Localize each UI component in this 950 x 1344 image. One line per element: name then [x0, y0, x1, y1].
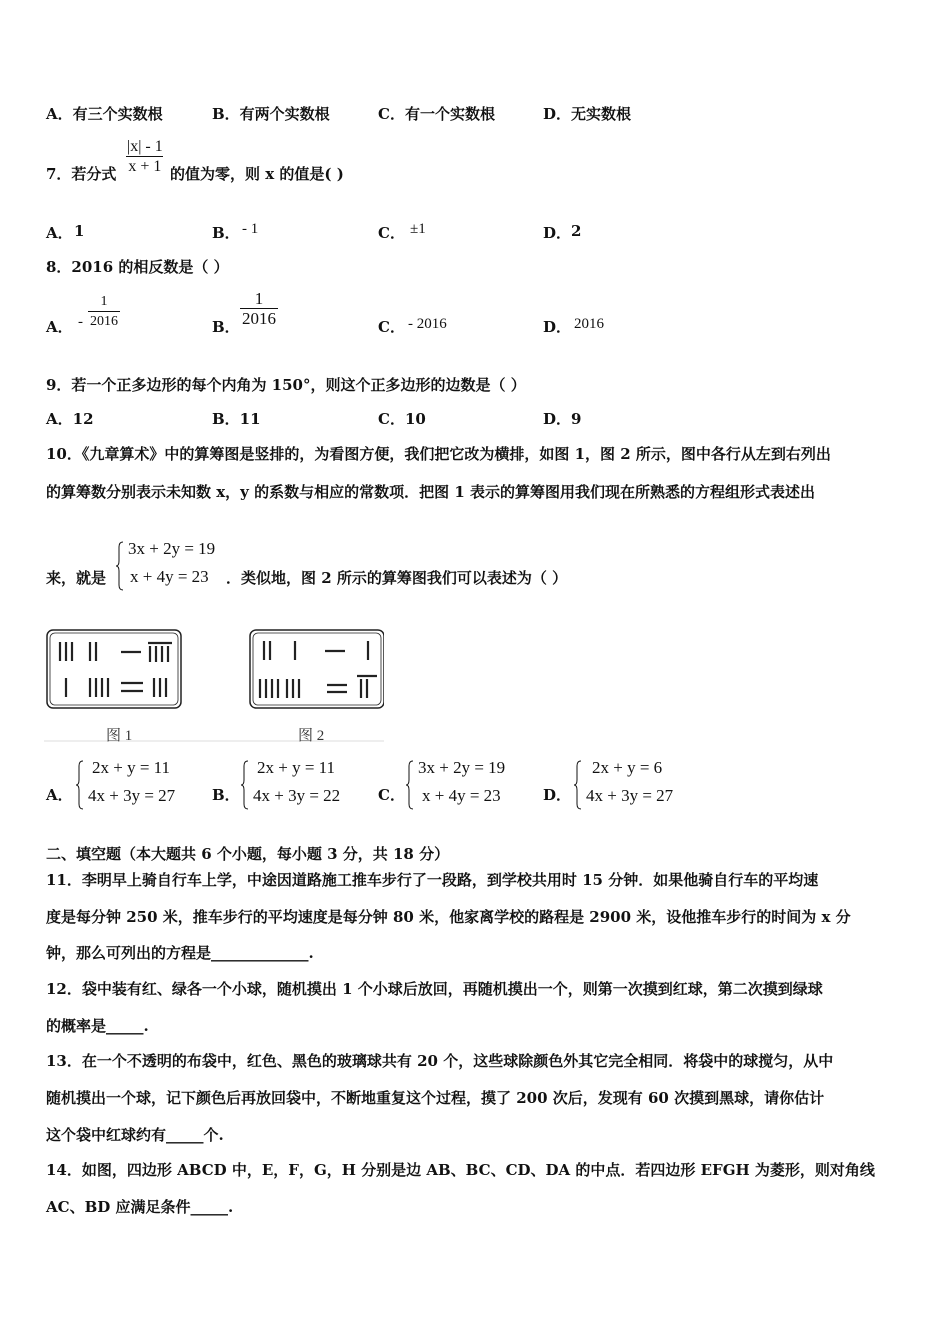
q7-option-c: ±1	[410, 221, 426, 237]
q12-line-2: 的概率是_____.	[46, 1017, 149, 1035]
brace-icon	[406, 760, 414, 810]
q7-option-a: 1	[74, 222, 85, 240]
q7-option-c-label: C．	[378, 224, 405, 242]
q10-option-c-eq1: 3x + 2y = 19	[418, 758, 506, 777]
q10-option-c-eq2: x + 4y = 23	[422, 786, 501, 805]
q14-line-1: 14．如图，四边形 ABCD 中，E，F，G，H 分别是边 AB、BC、CD、DA 的中点．若四边形 EFGH 为菱形，则对角线	[46, 1161, 875, 1179]
q6-option-d: D．无实数根	[543, 105, 632, 123]
q7-option-b-label: B．	[212, 224, 240, 242]
q10-option-d-eq2: 4x + 3y = 27	[586, 786, 674, 805]
q7-fraction-numerator: |x| - 1	[127, 138, 163, 155]
q7-option-a-label: A．	[46, 224, 73, 242]
brace-icon	[76, 760, 84, 810]
q9-option-a: A．12	[46, 410, 94, 428]
q8-option-b-fraction	[240, 290, 278, 329]
q7-stem-suffix: 的值为零，则 x 的值是( )	[170, 165, 344, 183]
q10-option-b-eq2: 4x + 3y = 22	[253, 786, 341, 805]
q12-line-1: 12．袋中装有红、绿各一个小球，随机摸出 1 个小球后放回，再随机摸出一个，则第一次摸到红球，第二次摸到绿球	[46, 980, 823, 998]
q8-option-a-denominator: 2016	[88, 311, 120, 332]
q13-line-3: 这个袋中红球约有_____个.	[46, 1126, 224, 1144]
q10-line-1: 10．《九章算术》中的算筹图是竖排的，为看图方便，我们把它改为横排，如图 1，图 2 所示，图中各行从左到右列出	[46, 445, 831, 463]
q10-option-d-eq1: 2x + y = 6	[592, 758, 663, 777]
q8-option-a-numerator: 1	[100, 294, 108, 309]
q10-line-3-suffix: ．类似地，图 2 所示的算筹图我们可以表述为（ ）	[226, 569, 568, 587]
q10-option-d-label: D．	[543, 786, 572, 804]
q10-line-3-prefix: 来，就是	[46, 569, 107, 587]
q10-option-c-label: C．	[378, 786, 405, 804]
q7-option-d: 2	[571, 222, 582, 240]
figure-2-caption: 图 2	[298, 728, 325, 744]
q10-option-a-eq1: 2x + y = 11	[92, 758, 171, 777]
q8-stem: 8．2016 的相反数是（ ）	[46, 258, 229, 276]
q7-fraction	[125, 138, 165, 177]
q8-option-c-label: C．	[378, 318, 405, 336]
q11-line-2: 度是每分钟 250 米，推车步行的平均速度是每分钟 80 米，他家离学校的路程是 2900 米，设他推车步行的时间为 x 分	[46, 908, 851, 926]
section-2-title: 二、填空题（本大题共 6 个小题，每小题 3 分，共 18 分）	[46, 845, 450, 863]
q14-line-2: AC、BD 应满足条件_____.	[46, 1198, 234, 1216]
q7-stem-prefix: 7．若分式	[46, 165, 117, 183]
q8-option-a-sign: -	[78, 314, 83, 330]
q11-line-1: 11．李明早上骑自行车上学，中途因道路施工推车步行了一段路，到学校共用时 15 分钟．如果他骑自行车的平均速	[46, 871, 819, 889]
q8-option-d-label: D．	[543, 318, 572, 336]
q6-option-c: C．有一个实数根	[378, 105, 495, 123]
q10-option-b-eq1: 2x + y = 11	[257, 758, 336, 777]
q10-option-a-label: A．	[46, 786, 73, 804]
q9-option-c: C．10	[378, 410, 426, 428]
q8-option-a-label: A．	[46, 318, 73, 336]
q7-option-b: - 1	[242, 221, 259, 237]
q10-equation-1: 3x + 2y = 19	[128, 539, 216, 558]
q9-option-d: D．9	[543, 410, 582, 428]
brace-icon	[574, 760, 582, 810]
q8-option-a-fraction	[88, 293, 120, 332]
q8-option-c: - 2016	[408, 316, 447, 332]
q8-option-b-label: B．	[212, 318, 240, 336]
q10-option-b-label: B．	[212, 786, 240, 804]
q8-option-b-denominator: 2016	[242, 309, 276, 328]
q7-option-d-label: D．	[543, 224, 572, 242]
q10-option-a-eq2: 4x + 3y = 27	[88, 786, 176, 805]
q6-option-a: A．有三个实数根	[46, 105, 163, 123]
q6-option-b: B．有两个实数根	[212, 105, 330, 123]
q10-line-2: 的算筹数分别表示未知数 x，y 的系数与相应的常数项．把图 1 表示的算筹图用我们现在所熟悉的方程组形式表述出	[46, 483, 815, 501]
q8-option-b-numerator: 1	[254, 289, 264, 308]
q8-option-d: 2016	[574, 316, 604, 332]
q13-line-2: 随机摸出一个球，记下颜色后再放回袋中，不断地重复这个过程，摸了 200 次后，发现有 60 次摸到黑球，请你估计	[46, 1089, 825, 1107]
q13-line-1: 13．在一个不透明的布袋中，红色、黑色的玻璃球共有 20 个，这些球除颜色外其它完全相同．将袋中的球搅匀，从中	[46, 1052, 834, 1070]
counting-rods-figures	[44, 625, 384, 743]
q9-stem: 9．若一个正多边形的每个内角为 150°，则这个正多边形的边数是（ ）	[46, 376, 526, 394]
figure-1-caption: 图 1	[106, 728, 133, 744]
q7-fraction-denominator: x + 1	[128, 158, 162, 175]
brace-icon	[241, 760, 249, 810]
brace-icon	[116, 541, 124, 591]
q9-option-b: B．11	[212, 410, 261, 428]
q11-line-3: 钟，那么可列出的方程是_____________.	[46, 944, 314, 962]
q10-equation-2: x + 4y = 23	[130, 567, 209, 586]
